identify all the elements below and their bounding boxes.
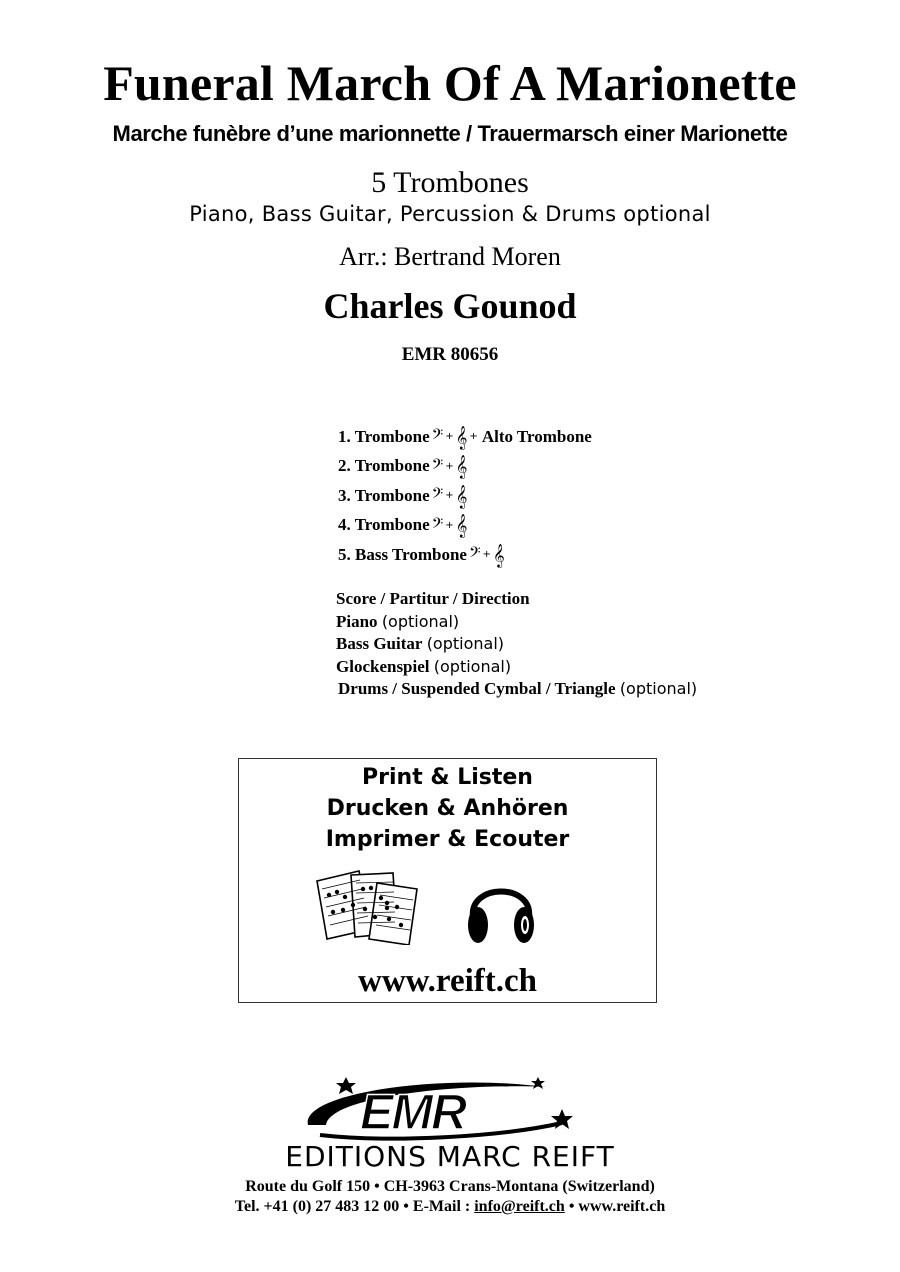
star-icon	[531, 1077, 545, 1089]
sheet-music-icon	[313, 867, 425, 945]
plus-sign: +	[445, 490, 454, 502]
catalog-number: EMR 80656	[401, 344, 499, 365]
publisher-address: Route du Golf 150 • CH-3963 Crans-Montana (Switzerland)	[245, 1178, 655, 1195]
promo-line-de: Drucken & Anhören	[326, 796, 569, 821]
part-item	[338, 540, 592, 570]
plus-sign: +	[482, 549, 491, 561]
instrumentation: 5 Trombones	[371, 166, 529, 199]
treble-clef-icon: 𝄞	[492, 542, 505, 567]
plus-sign: +	[445, 431, 454, 443]
clef-group	[432, 454, 468, 478]
parts-list	[338, 422, 592, 570]
extra-item	[336, 588, 697, 611]
bass-clef-icon: 𝄢	[431, 455, 444, 477]
extra-label: Score / Partitur / Direction	[336, 589, 530, 608]
treble-clef-icon: 𝄞	[455, 454, 468, 479]
publisher-contact	[0, 1198, 900, 1216]
part-label: 1. Trombone	[338, 426, 430, 446]
part-label: 4. Trombone	[338, 515, 430, 535]
plus-sign: +	[445, 519, 454, 531]
headphones-icon	[465, 869, 537, 951]
part-label: 2. Trombone	[338, 456, 430, 476]
part-item	[338, 511, 592, 541]
page-title: Funeral March Of A Marionette	[103, 55, 797, 111]
extra-label: Drums / Suspended Cymbal / Triangle	[338, 679, 616, 699]
treble-clef-icon: 𝄞	[455, 483, 468, 508]
promo-url: www.reift.ch	[357, 963, 538, 999]
clef-group	[469, 543, 505, 567]
extra-note: (optional)	[619, 679, 698, 699]
contact-website: • www.reift.ch	[564, 1198, 666, 1215]
bass-clef-icon: 𝄢	[431, 426, 444, 448]
part-item	[338, 422, 592, 452]
extra-item	[336, 611, 697, 634]
email-link[interactable]: info@reift.ch	[474, 1198, 565, 1215]
plus-sign: +	[445, 460, 454, 472]
part-label: 5. Bass Trombone	[338, 544, 467, 564]
extra-item	[336, 656, 697, 679]
extra-label: Glockenspiel	[336, 656, 430, 676]
contact-phone: Tel. +41 (0) 27 483 12 00 • E-Mail :	[234, 1198, 475, 1215]
extra-item	[338, 678, 697, 701]
bass-clef-icon: 𝄢	[431, 485, 444, 507]
part-item	[338, 481, 592, 511]
clef-group	[432, 484, 468, 508]
promo-line-fr: Imprimer & Ecouter	[325, 827, 570, 852]
extra-label: Piano	[336, 611, 378, 631]
print-listen-box	[238, 758, 657, 1003]
promo-line-en: Print & Listen	[362, 765, 533, 790]
star-icon	[336, 1077, 356, 1094]
bass-clef-icon: 𝄢	[431, 514, 444, 536]
treble-clef-icon: 𝄞	[455, 513, 468, 538]
part-suffix: Alto Trombone	[481, 426, 592, 446]
extra-item	[336, 633, 697, 656]
clef-group	[432, 425, 480, 449]
part-label: 3. Trombone	[338, 485, 430, 505]
page-subtitle: Marche funèbre d’une marionnette / Trauermarsch einer Marionette	[112, 121, 788, 146]
clef-group	[432, 513, 468, 537]
extra-label: Bass Guitar	[336, 634, 423, 654]
composer: Charles Gounod	[323, 286, 577, 326]
extra-note: (optional)	[426, 634, 505, 654]
extra-note: (optional)	[381, 611, 460, 631]
extras-list	[336, 588, 697, 701]
plus-sign: +	[469, 431, 478, 443]
optional-instruments: Piano, Bass Guitar, Percussion & Drums optional	[189, 202, 711, 226]
part-item	[338, 452, 592, 482]
publisher-name: EDITIONS MARC REIFT	[285, 1140, 615, 1173]
emr-logo-text: EMR	[360, 1084, 466, 1140]
extra-note: (optional)	[433, 656, 512, 676]
treble-clef-icon: 𝄞	[455, 424, 468, 449]
bass-clef-icon: 𝄢	[468, 544, 481, 566]
emr-logo	[300, 1073, 590, 1145]
arranger: Arr.: Bertrand Moren	[339, 242, 561, 271]
